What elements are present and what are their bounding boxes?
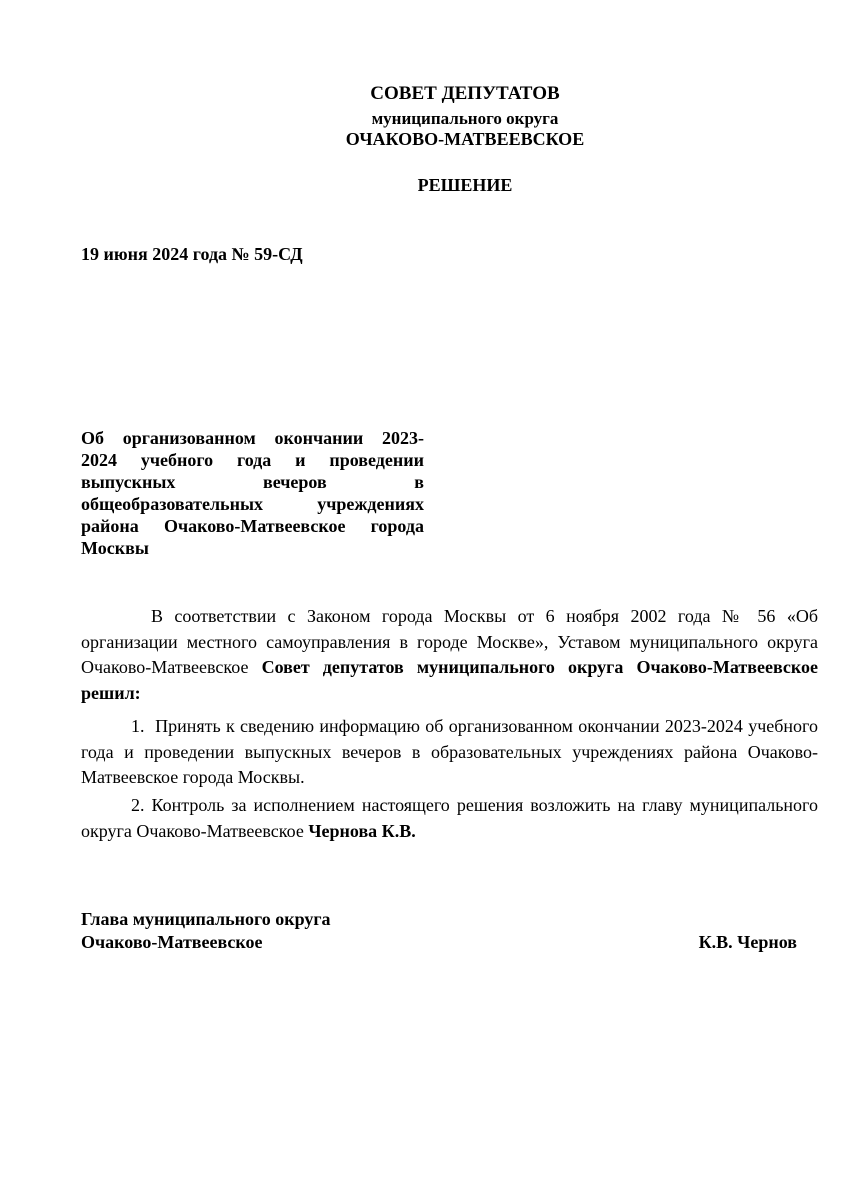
preamble-resolution: Совет депутатов муниципального округа Очаково-Матвеевское решил: <box>81 657 818 703</box>
item-number: 2. <box>131 795 145 815</box>
subject-line: общеобразовательных учреждениях <box>81 494 424 514</box>
item-text: Контроль за исполнением настоящего решения возложить на главу муниципального округа Очаково-Матвеевское <box>81 795 818 841</box>
signature-row <box>81 931 797 954</box>
subject-line: Москвы <box>81 538 149 558</box>
subject-line: выпускных вечеров в <box>81 472 424 492</box>
item-bold-name: Чернова К.В. <box>308 820 416 841</box>
signature-title-line1: Глава муниципального округа <box>81 909 331 929</box>
decision-item-2 <box>81 793 818 844</box>
date-and-number: 19 июня 2024 года № 59-СД <box>81 244 303 264</box>
subject-line: 2024 учебного года и проведении <box>81 450 424 470</box>
council-title: СОВЕТ ДЕПУТАТОВ <box>370 83 560 104</box>
decision-item-1 <box>81 714 818 791</box>
decision-subject <box>81 427 424 559</box>
preamble-text: В соответствии с Законом города Москвы от 6 ноября 2002 года № 56 «Об организации местного самоуправления в городе Москве», Уставом муниципального округа Очаково-Матвеевское <box>81 606 818 677</box>
district-name: ОЧАКОВО-МАТВЕЕВСКОЕ <box>345 129 585 149</box>
preamble-paragraph <box>81 604 818 706</box>
item-number: 1. <box>131 716 145 736</box>
subject-line: Об организованном окончании 2023- <box>81 428 424 448</box>
signature-name: К.В. Чернов <box>698 932 797 952</box>
signature-block <box>81 908 797 954</box>
district-line: муниципального округа <box>371 109 559 128</box>
document-type: РЕШЕНИЕ <box>417 175 513 195</box>
subject-line: района Очаково-Матвеевское города <box>81 516 424 536</box>
signature-title-line2: Очаково-Матвеевское <box>81 932 263 952</box>
item-text: Принять к сведению информацию об организованном окончании 2023-2024 учебного года и проведении выпускных вечеров в образовательных учреждениях района Очаково-Матвеевское города Москвы. <box>81 716 818 787</box>
